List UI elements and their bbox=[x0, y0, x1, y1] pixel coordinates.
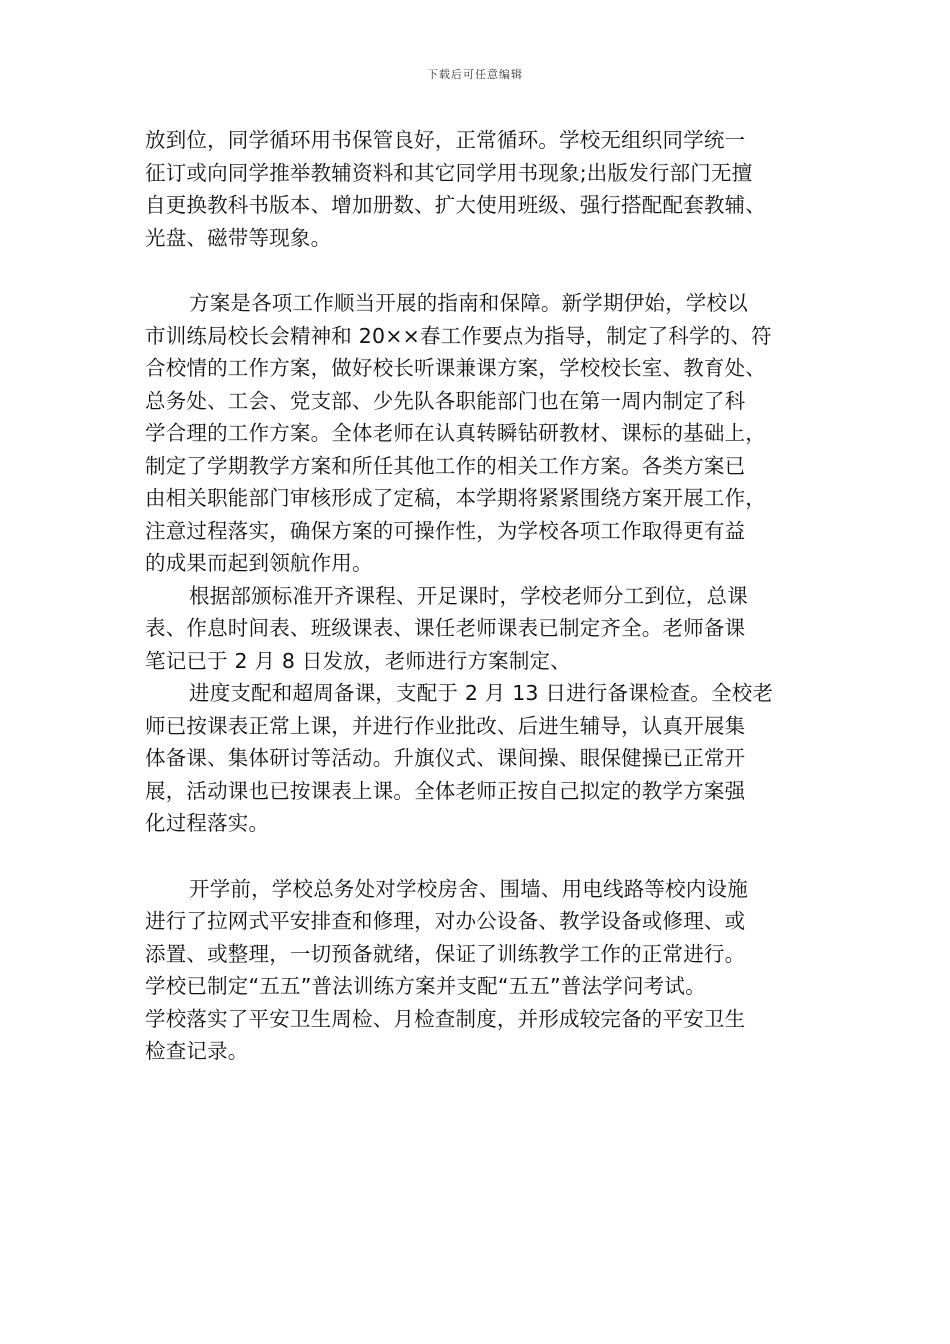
text-line: 总务处、工会、党支部、少先队各职能部门也在第一周内制定了科 bbox=[145, 388, 746, 413]
text-line: 展，活动课也已按课表上课。全体老师正按自己拟定的教学方案强 bbox=[145, 778, 746, 803]
text-line: 的成果而起到领航作用。 bbox=[145, 551, 373, 575]
paragraph-5 bbox=[145, 873, 827, 1068]
text-line: 征订或向同学推举教辅资料和其它同学用书现象;出版发行部门无擅 bbox=[145, 160, 753, 185]
text-line: 方案是各项工作顺当开展的指南和保障。新学期伊始，学校以 bbox=[189, 291, 748, 315]
text-line: 开学前，学校总务处对学校房舍、围墙、用电线路等校内设施 bbox=[189, 876, 748, 901]
text-line: 体备课、集体研讨等活动。升旗仪式、课间操、眼保健操已正常开 bbox=[145, 746, 746, 770]
text-line: 制定了学期教学方案和所任其他工作的相关工作方案。各类方案已 bbox=[145, 453, 746, 478]
paragraph-gap bbox=[145, 254, 827, 287]
text-line: 进行了拉网式平安排查和修理，对办公设备、教学设备或修理、或 bbox=[145, 909, 746, 933]
text-line: 师已按课表正常上课，并进行作业批改、后进生辅导，认真开展集 bbox=[145, 713, 746, 738]
text-line: 学校已制定“五五”普法训练方案并支配“五五”普法学问考试。 bbox=[145, 974, 706, 998]
text-line: 进度支配和超周备课，支配于 2 月 13 日进行备课检查。全校老 bbox=[189, 681, 774, 705]
text-line: 注意过程落实，确保方案的可操作性，为学校各项工作取得更有益 bbox=[145, 518, 746, 543]
paragraph-2 bbox=[145, 287, 827, 580]
paragraph-gap bbox=[145, 840, 827, 873]
text-line: 添置、或整理，一切预备就绪，保证了训练教学工作的正常进行。 bbox=[145, 941, 746, 966]
text-line: 表、作息时间表、班级课表、课任老师课表已制定齐全。老师备课 bbox=[145, 616, 746, 640]
text-line: 化过程落实。 bbox=[145, 811, 270, 835]
text-line: 学校落实了平安卫生周检、月检查制度，并形成较完备的平安卫生 bbox=[145, 1006, 746, 1031]
text-line: 放到位，同学循环用书保管良好，正常循环。学校无组织同学统一 bbox=[145, 128, 746, 152]
text-line: 学合理的工作方案。全体老师在认真转瞬钻研教材、课标的基础上， bbox=[145, 421, 766, 445]
paragraph-3 bbox=[145, 580, 827, 678]
text-line: 市训练局校长会精神和 20××春工作要点为指导，制定了科学的、符 bbox=[145, 323, 772, 348]
page-header: 下载后可任意编辑 bbox=[427, 68, 523, 81]
paragraph-1 bbox=[145, 124, 827, 254]
text-line: 自更换教科书版本、增加册数、扩大使用班级、强行搭配配套教辅、 bbox=[145, 193, 766, 217]
document-body bbox=[145, 124, 827, 1068]
text-line: 合校情的工作方案，做好校长听课兼课方案，学校校长室、教育处、 bbox=[145, 356, 766, 380]
text-line: 检查记录。 bbox=[145, 1039, 249, 1063]
text-line: 光盘、磁带等现象。 bbox=[145, 225, 332, 250]
text-line: 根据部颁标准开齐课程、开足课时，学校老师分工到位，总课 bbox=[189, 583, 748, 608]
text-line: 由相关职能部门审核形成了定稿，本学期将紧紧围绕方案开展工作， bbox=[145, 486, 766, 510]
text-line: 笔记已于 2 月 8 日发放，老师进行方案制定、 bbox=[145, 648, 571, 673]
paragraph-4 bbox=[145, 677, 827, 840]
